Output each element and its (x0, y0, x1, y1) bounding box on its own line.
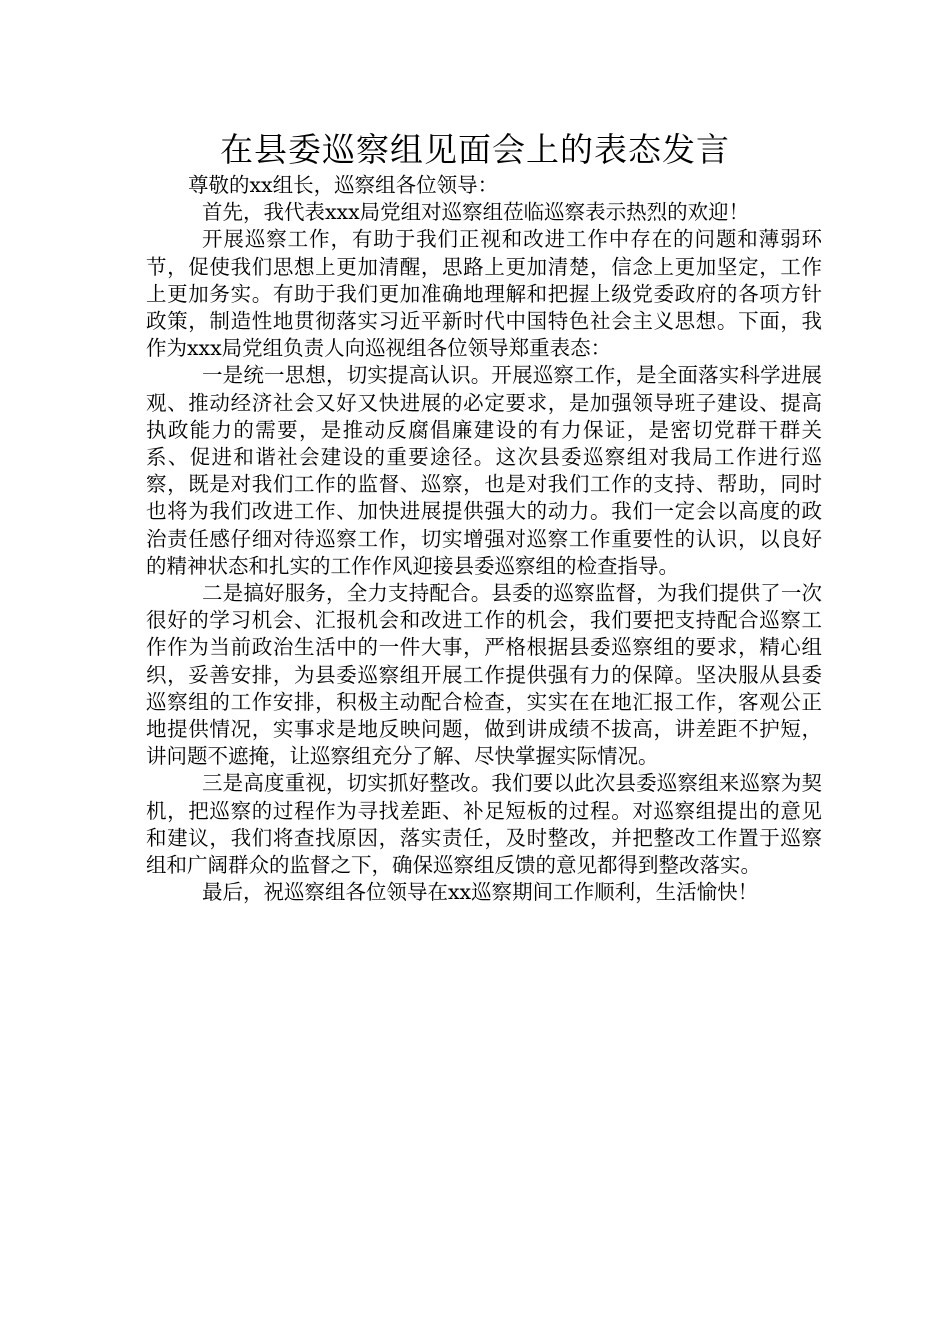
salutation: 尊敬的xx组长，巡察组各位领导： (188, 173, 499, 197)
paragraph-closing: 最后，祝巡察组各位领导在xx巡察期间工作顺利，生活愉快！ (202, 880, 759, 905)
paragraph-introduction: 开展巡察工作，有助于我们正视和改进工作中存在的问题和薄弱环节，促使我们思想上更加清醒，思路上更加清楚，信念上更加坚定，工作上更加务实。有助于我们更加准确地理解和把握上级党委政府的各项方针政策，制造性地贯彻落实习近平新时代中国特色社会主义思想。下面，我作为xxx局党组负责人向巡视组各位领导郑重表态： (146, 227, 822, 361)
document-body (146, 172, 822, 906)
document-title: 在县委巡察组见面会上的表态发言 (220, 130, 730, 169)
paragraph-point-one: 一是统一思想，切实提高认识。开展巡察工作，是全面落实科学进展观、推动经济社会又好又快进展的必定要求，是加强领导班子建设、提高执政能力的需要，是推动反腐倡廉建设的有力保证，是密切党群干群关系、促进和谐社会建设的重要途径。这次县委巡察组对我局工作进行巡察，既是对我们工作的监督、巡察，也是对我们工作的支持、帮助，同时也将为我们改进工作、加快进展提供强大的动力。我们一定会以高度的政治责任感仔细对待巡察工作，切实增强对巡察工作重要性的认识，以良好的精神状态和扎实的工作作风迎接县委巡察组的检查指导。 (146, 363, 822, 578)
paragraph-point-two: 二是搞好服务，全力支持配合。县委的巡察监督，为我们提供了一次很好的学习机会、汇报机会和改进工作的机会，我们要把支持配合巡察工作作为当前政治生活中的一件大事，严格根据县委巡察组的要求，精心组织，妥善安排，为县委巡察组开展工作提供强有力的保障。坚决服从县委巡察组的工作安排，积极主动配合检查，实实在在地汇报工作，客观公正地提供情况，实事求是地反映问题，做到讲成绩不拔高，讲差距不护短，讲问题不遮掩，让巡察组充分了解、尽快掌握实际情况。 (146, 581, 822, 769)
paragraph-point-three: 三是高度重视，切实抓好整改。我们要以此次县委巡察组来巡察为契机，把巡察的过程作为寻找差距、补足短板的过程。对巡察组提出的意见和建议，我们将查找原因，落实责任，及时整改，并把整改工作置于巡察组和广阔群众的监督之下，确保巡察组反馈的意见都得到整改落实。 (146, 771, 822, 878)
paragraph-welcome: 首先，我代表xxx局党组对巡察组莅临巡察表示热烈的欢迎！ (202, 200, 750, 225)
